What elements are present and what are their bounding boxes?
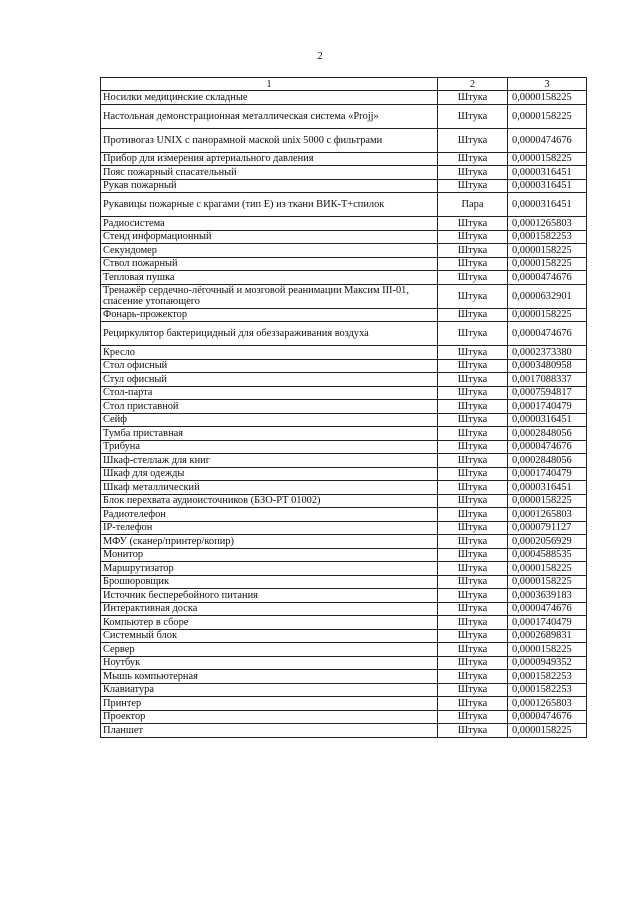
coefficient-cell: 0,0002373380	[508, 346, 587, 360]
coefficient-cell: 0,0002056929	[508, 535, 587, 549]
unit-cell: Штука	[438, 413, 508, 427]
table-row	[101, 724, 587, 738]
unit-cell: Штука	[438, 643, 508, 657]
item-name-cell: Тумба приставная	[101, 427, 438, 441]
table-row	[101, 217, 587, 231]
unit-cell: Штука	[438, 128, 508, 152]
coefficient-cell: 0,0001265803	[508, 508, 587, 522]
coefficient-cell: 0,0000474676	[508, 602, 587, 616]
item-name-cell: Кресло	[101, 346, 438, 360]
item-name-cell: Трибуна	[101, 440, 438, 454]
item-name-cell: Тепловая пушка	[101, 271, 438, 285]
table-row	[101, 494, 587, 508]
unit-cell: Штука	[438, 179, 508, 193]
unit-cell: Штука	[438, 454, 508, 468]
unit-cell: Штука	[438, 244, 508, 258]
item-name-cell: Носилки медицинские складные	[101, 91, 438, 105]
table-row	[101, 359, 587, 373]
table-row	[101, 152, 587, 166]
coefficient-cell: 0,0000474676	[508, 322, 587, 346]
table-row	[101, 271, 587, 285]
coefficient-cell: 0,0000158225	[508, 724, 587, 738]
unit-cell: Штука	[438, 481, 508, 495]
column-header-unit: 2	[438, 78, 508, 91]
unit-cell: Штука	[438, 724, 508, 738]
unit-cell: Штука	[438, 217, 508, 231]
coefficient-cell: 0,0002848056	[508, 427, 587, 441]
table-row	[101, 589, 587, 603]
coefficient-cell: 0,0001265803	[508, 217, 587, 231]
coefficient-cell: 0,0003639183	[508, 589, 587, 603]
item-name-cell: Интерактивная доска	[101, 602, 438, 616]
table-row	[101, 373, 587, 387]
coefficient-cell: 0,0007594817	[508, 386, 587, 400]
coefficient-cell: 0,0000949352	[508, 656, 587, 670]
unit-cell: Штука	[438, 710, 508, 724]
item-name-cell: Клавиатура	[101, 683, 438, 697]
item-name-cell: Рукав пожарный	[101, 179, 438, 193]
unit-cell: Штука	[438, 467, 508, 481]
unit-cell: Пара	[438, 193, 508, 217]
table-row	[101, 308, 587, 322]
coefficient-cell: 0,0000316451	[508, 179, 587, 193]
table-row	[101, 521, 587, 535]
item-name-cell: Сервер	[101, 643, 438, 657]
table-row	[101, 166, 587, 180]
coefficient-cell: 0,0001740479	[508, 400, 587, 414]
table-row	[101, 454, 587, 468]
table-row	[101, 535, 587, 549]
item-name-cell: Пояс пожарный спасательный	[101, 166, 438, 180]
unit-cell: Штука	[438, 346, 508, 360]
unit-cell: Штука	[438, 548, 508, 562]
unit-cell: Штука	[438, 616, 508, 630]
item-name-cell: Тренажёр сердечно-лёгочный и мозговой реанимации Максим III-01, спасение утопающего	[101, 284, 438, 308]
table-row	[101, 643, 587, 657]
item-name-cell: Планшет	[101, 724, 438, 738]
item-name-cell: Прибор для измерения артериального давления	[101, 152, 438, 166]
coefficient-cell: 0,0000158225	[508, 91, 587, 105]
item-name-cell: Источник бесперебойного питания	[101, 589, 438, 603]
item-name-cell: Рециркулятор бактерицидный для обеззараживания воздуха	[101, 322, 438, 346]
coefficient-cell: 0,0001740479	[508, 616, 587, 630]
column-header-name: 1	[101, 78, 438, 91]
item-name-cell: Шкаф-стеллаж для книг	[101, 454, 438, 468]
item-name-cell: Ноутбук	[101, 656, 438, 670]
item-name-cell: Системный блок	[101, 629, 438, 643]
unit-cell: Штука	[438, 152, 508, 166]
item-name-cell: Стол-парта	[101, 386, 438, 400]
item-name-cell: Противогаз UNIX с панорамной маской unix 5000 с фильтрами	[101, 128, 438, 152]
table-row	[101, 400, 587, 414]
coefficient-cell: 0,0000316451	[508, 166, 587, 180]
unit-cell: Штука	[438, 104, 508, 128]
coefficient-cell: 0,0001582253	[508, 683, 587, 697]
table-row	[101, 322, 587, 346]
coefficient-cell: 0,0000158225	[508, 152, 587, 166]
item-name-cell: Настольная демонстрационная металлическая система «Projj»	[101, 104, 438, 128]
table-row	[101, 91, 587, 105]
table-row	[101, 562, 587, 576]
unit-cell: Штука	[438, 589, 508, 603]
item-name-cell: Стол приставной	[101, 400, 438, 414]
item-name-cell: Шкаф для одежды	[101, 467, 438, 481]
unit-cell: Штука	[438, 91, 508, 105]
item-name-cell: Блок перехвата аудиоисточников (БЗО-РТ 01002)	[101, 494, 438, 508]
coefficient-cell: 0,0002848056	[508, 454, 587, 468]
table-row	[101, 508, 587, 522]
coefficient-cell: 0,0000474676	[508, 710, 587, 724]
coefficient-cell: 0,0000158225	[508, 257, 587, 271]
table-row	[101, 230, 587, 244]
unit-cell: Штука	[438, 373, 508, 387]
coefficient-cell: 0,0000474676	[508, 271, 587, 285]
table-row	[101, 179, 587, 193]
unit-cell: Штука	[438, 257, 508, 271]
unit-cell: Штука	[438, 656, 508, 670]
coefficient-cell: 0,0000632901	[508, 284, 587, 308]
table-row	[101, 710, 587, 724]
table-row	[101, 413, 587, 427]
item-name-cell: Монитор	[101, 548, 438, 562]
coefficient-cell: 0,0000316451	[508, 193, 587, 217]
table-row	[101, 629, 587, 643]
coefficient-cell: 0,0004588535	[508, 548, 587, 562]
table-row	[101, 128, 587, 152]
unit-cell: Штука	[438, 440, 508, 454]
page-number: 2	[317, 50, 323, 62]
item-name-cell: Фонарь-прожектор	[101, 308, 438, 322]
unit-cell: Штука	[438, 629, 508, 643]
table-row	[101, 548, 587, 562]
unit-cell: Штука	[438, 683, 508, 697]
unit-cell: Штука	[438, 670, 508, 684]
coefficient-cell: 0,0000158225	[508, 494, 587, 508]
coefficient-cell: 0,0001582253	[508, 670, 587, 684]
item-name-cell: Радиотелефон	[101, 508, 438, 522]
unit-cell: Штука	[438, 575, 508, 589]
unit-cell: Штука	[438, 271, 508, 285]
table-body	[101, 91, 587, 738]
item-name-cell: МФУ (сканер/принтер/копир)	[101, 535, 438, 549]
item-name-cell: Стенд информационный	[101, 230, 438, 244]
item-name-cell: Проектор	[101, 710, 438, 724]
coefficient-cell: 0,0002689831	[508, 629, 587, 643]
coefficient-cell: 0,0000158225	[508, 104, 587, 128]
item-name-cell: Рукавицы пожарные с крагами (тип Е) из ткани ВИК-Т+спилок	[101, 193, 438, 217]
coefficient-cell: 0,0001582253	[508, 230, 587, 244]
item-name-cell: Брошюровщик	[101, 575, 438, 589]
unit-cell: Штука	[438, 535, 508, 549]
unit-cell: Штука	[438, 521, 508, 535]
table-row	[101, 346, 587, 360]
coefficient-cell: 0,0001265803	[508, 697, 587, 711]
column-header-coefficient: 3	[508, 78, 587, 91]
table-row	[101, 104, 587, 128]
table-row	[101, 244, 587, 258]
item-name-cell: Ствол пожарный	[101, 257, 438, 271]
unit-cell: Штука	[438, 494, 508, 508]
item-name-cell: Мышь компьютерная	[101, 670, 438, 684]
coefficient-cell: 0,0000158225	[508, 643, 587, 657]
table-row	[101, 602, 587, 616]
item-name-cell: Стул офисный	[101, 373, 438, 387]
coefficient-cell: 0,0000316451	[508, 413, 587, 427]
table-row	[101, 467, 587, 481]
item-name-cell: Секундомер	[101, 244, 438, 258]
table-row	[101, 697, 587, 711]
item-name-cell: Сейф	[101, 413, 438, 427]
coefficient-cell: 0,0000158225	[508, 244, 587, 258]
unit-cell: Штука	[438, 308, 508, 322]
coefficient-cell: 0,0000316451	[508, 481, 587, 495]
unit-cell: Штука	[438, 230, 508, 244]
table-row	[101, 575, 587, 589]
coefficient-cell: 0,0003480958	[508, 359, 587, 373]
table-row	[101, 257, 587, 271]
table-row	[101, 656, 587, 670]
item-name-cell: Маршрутизатор	[101, 562, 438, 576]
table-row	[101, 284, 587, 308]
unit-cell: Штука	[438, 602, 508, 616]
item-name-cell: Компьютер в сборе	[101, 616, 438, 630]
unit-cell: Штука	[438, 508, 508, 522]
table-row	[101, 440, 587, 454]
table-row	[101, 481, 587, 495]
item-name-cell: Принтер	[101, 697, 438, 711]
table-row	[101, 193, 587, 217]
item-name-cell: Стол офисный	[101, 359, 438, 373]
table-row	[101, 616, 587, 630]
table-header-row	[101, 78, 587, 91]
unit-cell: Штука	[438, 427, 508, 441]
equipment-table	[100, 77, 587, 738]
coefficient-cell: 0,0001740479	[508, 467, 587, 481]
table-row	[101, 427, 587, 441]
coefficient-cell: 0,0000158225	[508, 308, 587, 322]
unit-cell: Штука	[438, 322, 508, 346]
item-name-cell: IP-телефон	[101, 521, 438, 535]
unit-cell: Штука	[438, 284, 508, 308]
unit-cell: Штука	[438, 697, 508, 711]
unit-cell: Штука	[438, 562, 508, 576]
table-row	[101, 670, 587, 684]
coefficient-cell: 0,0000474676	[508, 440, 587, 454]
table-row	[101, 386, 587, 400]
item-name-cell: Шкаф металлический	[101, 481, 438, 495]
unit-cell: Штука	[438, 166, 508, 180]
coefficient-cell: 0,0000158225	[508, 575, 587, 589]
unit-cell: Штука	[438, 386, 508, 400]
coefficient-cell: 0,0000158225	[508, 562, 587, 576]
unit-cell: Штука	[438, 400, 508, 414]
coefficient-cell: 0,0000791127	[508, 521, 587, 535]
coefficient-cell: 0,0017088337	[508, 373, 587, 387]
item-name-cell: Радиосистема	[101, 217, 438, 231]
table-row	[101, 683, 587, 697]
coefficient-cell: 0,0000474676	[508, 128, 587, 152]
unit-cell: Штука	[438, 359, 508, 373]
